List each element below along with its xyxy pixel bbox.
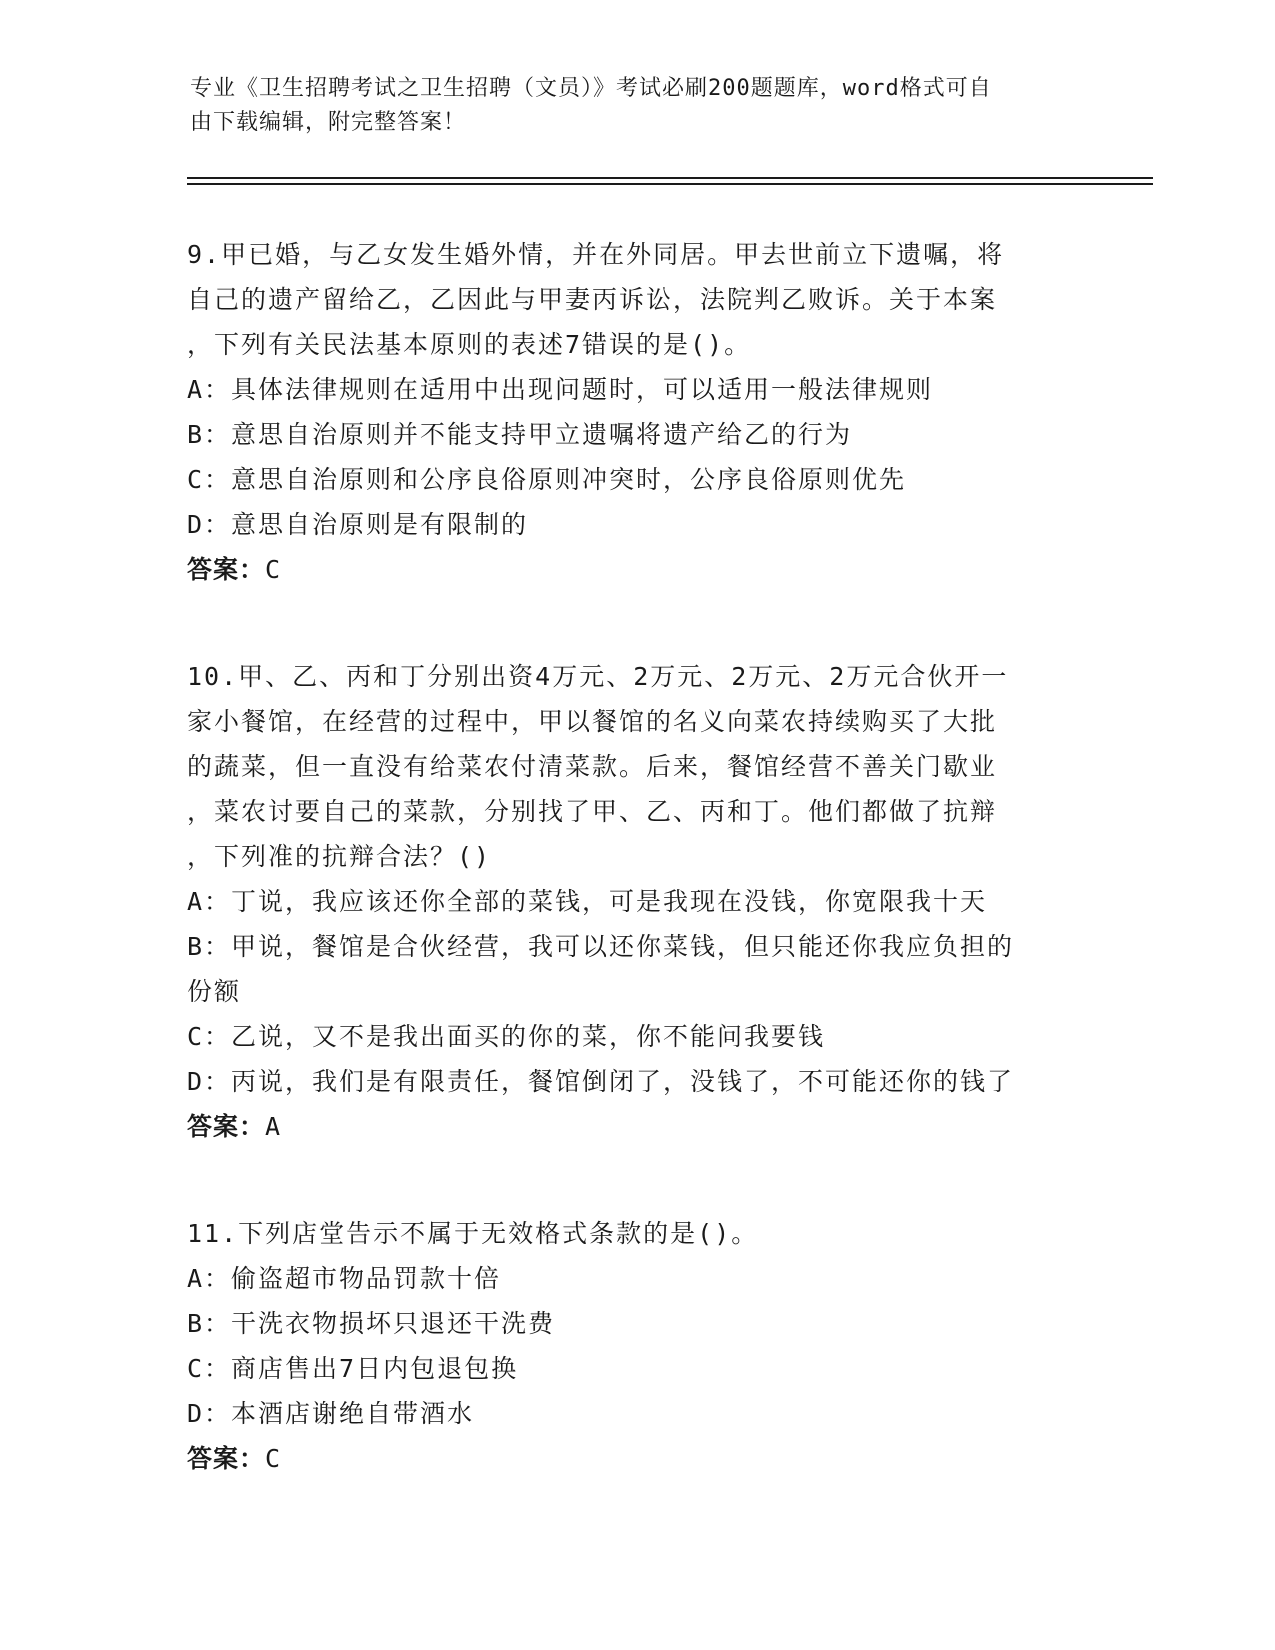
answer-value: A bbox=[265, 1112, 282, 1141]
header-line-1: 专业《卫生招聘考试之卫生招聘（文员）》考试必刷200题题库，word格式可自 bbox=[190, 76, 992, 101]
question-text-line: 的蔬菜，但一直没有给菜农付清菜款。后来，餐馆经营不善关门歇业 bbox=[187, 752, 998, 781]
question-9 bbox=[187, 232, 1087, 592]
question-text-line: 家小餐馆，在经营的过程中，甲以餐馆的名义向菜农持续购买了大批 bbox=[187, 707, 998, 736]
header-divider-bottom bbox=[187, 183, 1153, 185]
option-d: D：丙说，我们是有限责任，餐馆倒闭了，没钱了，不可能还你的钱了 bbox=[187, 1067, 1015, 1096]
option-c: C：意思自治原则和公序良俗原则冲突时，公序良俗原则优先 bbox=[187, 465, 907, 494]
question-text-line: 10.甲、乙、丙和丁分别出资4万元、2万元、2万元、2万元合伙开一 bbox=[187, 662, 1009, 691]
option-a: A：丁说，我应该还你全部的菜钱，可是我现在没钱，你宽限我十天 bbox=[187, 887, 988, 916]
answer-label: 答案： bbox=[187, 555, 266, 584]
question-text-line: ，下列有关民法基本原则的表述7错误的是()。 bbox=[187, 330, 752, 359]
question-text-line: 自己的遗产留给乙，乙因此与甲妻丙诉讼，法院判乙败诉。关于本案 bbox=[187, 285, 998, 314]
answer-line bbox=[187, 1436, 1087, 1481]
question-text-line: 11.下列店堂告示不属于无效格式条款的是()。 bbox=[187, 1219, 759, 1248]
answer-line bbox=[187, 547, 1087, 592]
option-b: B：意思自治原则并不能支持甲立遗嘱将遗产给乙的行为 bbox=[187, 420, 853, 449]
option-a: A：偷盗超市物品罚款十倍 bbox=[187, 1264, 502, 1293]
question-11 bbox=[187, 1211, 1087, 1481]
header-divider-top bbox=[187, 177, 1153, 179]
question-text-line: 9.甲已婚，与乙女发生婚外情，并在外同居。甲去世前立下遗嘱，将 bbox=[187, 240, 1005, 269]
answer-line bbox=[187, 1104, 1087, 1149]
option-d: D：意思自治原则是有限制的 bbox=[187, 510, 529, 539]
option-c: C：乙说，又不是我出面买的你的菜，你不能问我要钱 bbox=[187, 1022, 826, 1051]
answer-label: 答案： bbox=[187, 1112, 266, 1141]
answer-value: C bbox=[265, 1444, 282, 1473]
option-a: A：具体法律规则在适用中出现问题时，可以适用一般法律规则 bbox=[187, 375, 934, 404]
option-b: B：甲说，餐馆是合伙经营，我可以还你菜钱，但只能还你我应负担的 bbox=[187, 932, 1015, 961]
question-text-line: ，下列准的抗辩合法？() bbox=[187, 842, 492, 871]
option-c: C：商店售出7日内包退包换 bbox=[187, 1354, 519, 1383]
question-spacer bbox=[187, 592, 1087, 654]
option-d: D：本酒店谢绝自带酒水 bbox=[187, 1399, 475, 1428]
question-spacer bbox=[187, 1149, 1087, 1211]
answer-label: 答案： bbox=[187, 1444, 266, 1473]
answer-value: C bbox=[265, 555, 282, 584]
option-b-continued: 份额 bbox=[187, 977, 242, 1006]
question-list bbox=[187, 232, 1087, 1481]
header-line-2: 由下载编辑，附完整答案！ bbox=[190, 110, 467, 135]
question-text-line: ，菜农讨要自己的菜款，分别找了甲、乙、丙和丁。他们都做了抗辩 bbox=[187, 797, 998, 826]
option-b: B：干洗衣物损坏只退还干洗费 bbox=[187, 1309, 556, 1338]
document-header bbox=[190, 72, 1070, 140]
question-10 bbox=[187, 654, 1087, 1149]
